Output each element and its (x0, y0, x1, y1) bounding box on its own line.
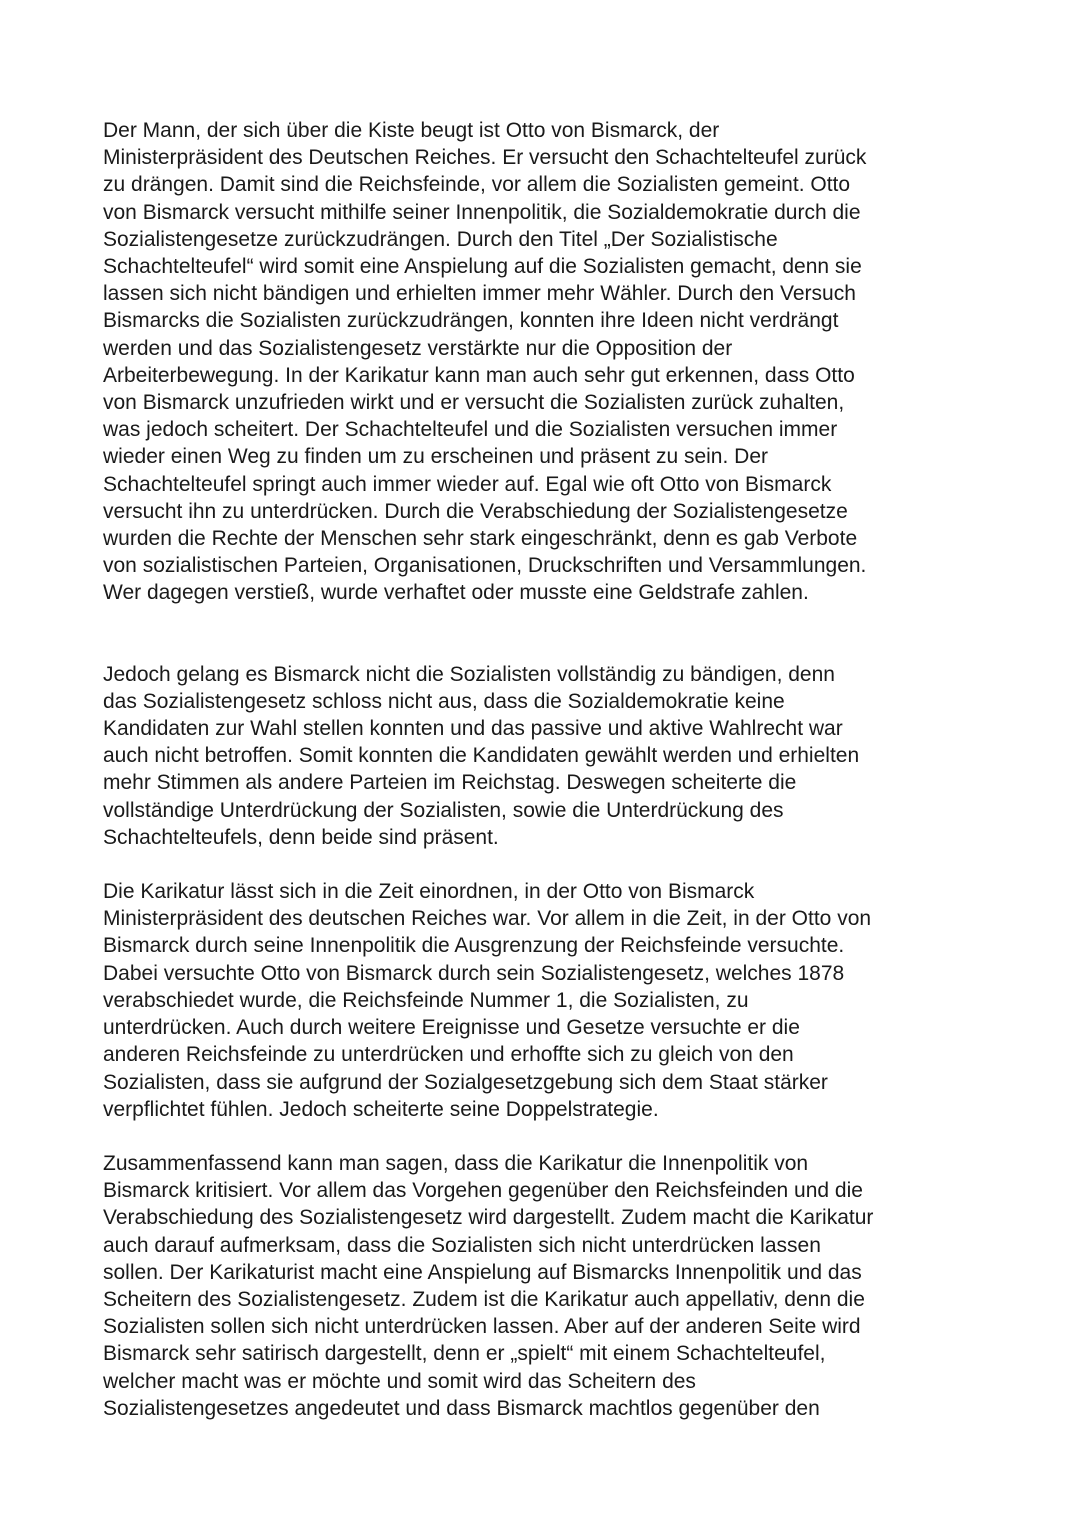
paragraph-2: Jedoch gelang es Bismarck nicht die Sozialisten vollständig zu bändigen, denn das Sozialistengesetz schloss nicht aus, dass die Sozialdemokratie keine Kandidaten zur Wahl stellen konnten und das passive und aktive Wahlrecht war auch nicht betroffen. Somit konnten die Kandidaten gewählt werden und erhielten mehr Stimmen als andere Parteien im Reichstag. Deswegen scheiterte die vollständige Unterdrückung der Sozialisten, sowie die Unterdrückung des Schachtelteufels, denn beide sind präsent. (103, 662, 860, 849)
paragraph-4: Zusammenfassend kann man sagen, dass die Karikatur die Innenpolitik von Bismarck kritisiert. Vor allem das Vorgehen gegenüber den Reichsfeinden und die Verabschiedung des Sozialistengesetz wird dargestellt. Zudem macht die Karikatur auch darauf aufmerksam, dass die Sozialisten sich nicht unterdrücken lassen sollen. Der Karikaturist macht eine Anspielung auf Bismarcks Innenpolitik und das Scheitern des Sozialistengesetz. Zudem ist die Karikatur auch appellativ, denn die Sozialisten sollen sich nicht unterdrücken lassen. Aber auf der anderen Seite wird Bismarck sehr satirisch dargestellt, denn er „spielt“ mit einem Schachtelteufel, welcher macht was er möchte und somit wird das Scheitern des Sozialistengesetzes angedeutet und dass Bismarck machtlos gegenüber den (103, 1151, 874, 1420)
paragraph-3: Die Karikatur lässt sich in die Zeit einordnen, in der Otto von Bismarck Ministerpräsident des deutschen Reiches war. Vor allem in die Zeit, in der Otto von Bismarck durch seine Innenpolitik die Ausgrenzung der Reichsfeinde versuchte. Dabei versuchte Otto von Bismarck durch sein Sozialistengesetz, welches 1878 verabschiedet wurde, die Reichsfeinde Nummer 1, die Sozialisten, zu unterdrücken. Auch durch weitere Ereignisse und Gesetze versuchte er die anderen Reichsfeinde zu unterdrücken und erhoffte sich zu gleich von den Sozialisten, dass sie aufgrund der Sozialgesetzgebung sich dem Staat stärker verpflichtet fühlen. Jedoch scheiterte seine Doppelstrategie. (103, 880, 872, 1121)
paragraph-1: Der Mann, der sich über die Kiste beugt ist Otto von Bismarck, der Ministerpräsident des Deutschen Reiches. Er versucht den Schachtelteufel zurück zu drängen. Damit sind die Reichsfeinde, vor allem die Sozialisten gemeint. Otto von Bismarck versucht mithilfe seiner Innenpolitik, die Sozialdemokratie durch die Sozialistengesetze zurückzudrängen. Durch den Titel „Der Sozialistische Schachtelteufel“ wird somit eine Anspielung auf die Sozialisten gemacht, denn sie lassen sich nicht bändigen und erhielten immer mehr Wähler. Durch den Versuch Bismarcks die Sozialisten zurückzudrängen, konnten ihre Ideen nicht verdrängt werden und das Sozialistengesetz verstärkte nur die Opposition der Arbeiterbewegung. In der Karikatur kann man auch sehr gut erkennen, dass Otto von Bismarck unzufrieden wirkt und er versucht die Sozialisten zurück zuhalten, was jedoch scheitert. Der Schachtelteufel und die Sozialisten versuchen immer wieder einen Weg zu finden um zu erscheinen und präsent zu sein. Der Schachtelteufel springt auch immer wieder auf. Egal wie oft Otto von Bismarck versucht ihn zu unterdrücken. Durch die Verabschiedung der Sozialistengesetze wurden die Rechte der Menschen sehr stark eingeschränkt, denn es gab Verbote von sozialistischen Parteien, Organisationen, Druckschriften und Versammlungen. Wer dagegen verstieß, wurde verhaftet oder musste eine Geldstrafe zahlen. (103, 119, 867, 605)
document-page (103, 117, 983, 1422)
